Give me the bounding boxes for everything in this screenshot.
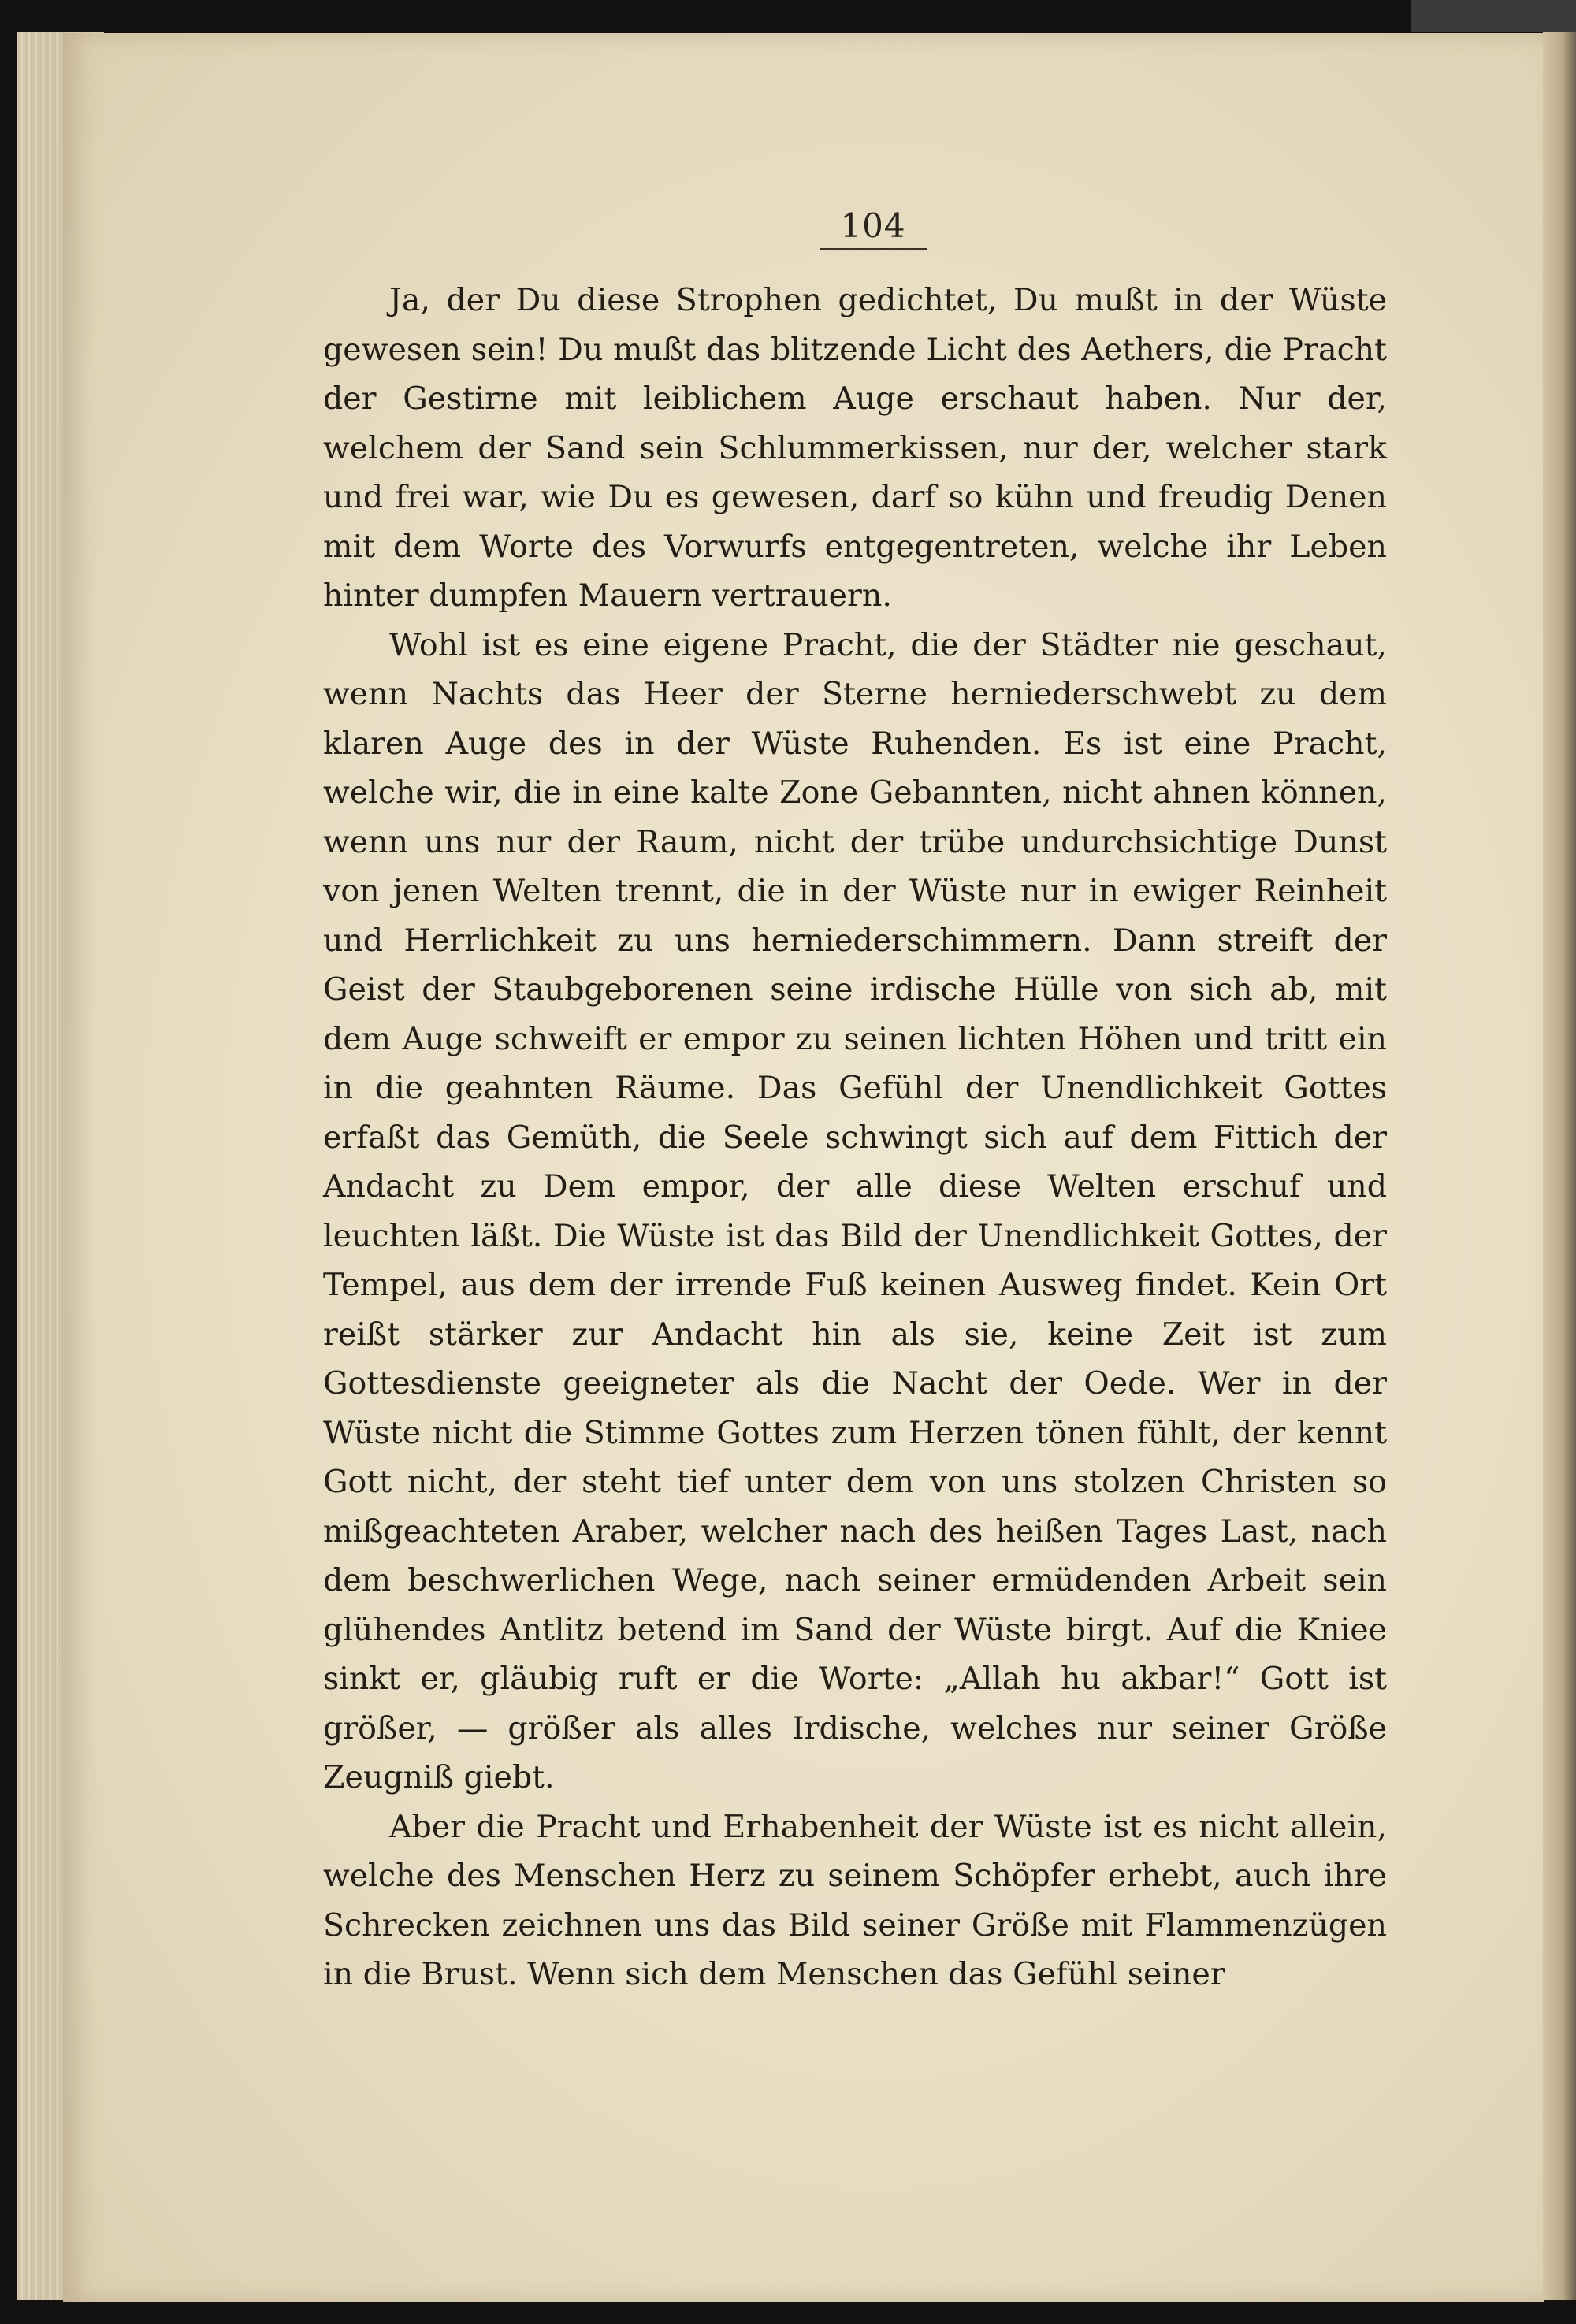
paragraph: Wohl ist es eine eigene Pracht, die der Städter nie geschaut, wenn Nachts das Heer der Sterne herniederschwebt zu dem klaren Auge des in der Wüste Ruhenden. Es ist eine Pracht, welche wir, die in eine kalte Zone Gebannten, nicht ahnen können, wenn uns nur der Raum, nicht der trübe undurchsichtige Dunst von jenen Welten trennt, die in der Wüste nur in ewiger Reinheit und Herrlichkeit zu uns herniederschimmern. Dann streift der Geist der Staubgeborenen seine irdische Hülle von sich ab, mit dem Auge schweift er empor zu seinen lichten Höhen und tritt ein in die geahnten Räume. Das Gefühl der Unendlichkeit Gottes erfaßt das Gemüth, die Seele schwingt sich auf dem Fittich der Andacht zu Dem empor, der alle diese Welten erschuf und leuchten läßt. Die Wüste ist das Bild der Unendlichkeit Gottes, der Tempel, aus dem der irrende Fuß keinen Ausweg findet. Kein Ort reißt stärker zur Andacht hin als sie, keine Zeit ist zum Gottesdienste geeigneter als die Nacht der Oede. Wer in der Wüste nicht die Stimme Gottes zum Herzen tönen fühlt, der kennt Gott nicht, der steht tief unter dem von uns stolzen Christen so mißgeachteten Araber, welcher nach des heißen Tages Last, nach dem beschwerlichen Wege, nach seiner ermüdenden Arbeit sein glühendes Antlitz betend im Sand der Wüste birgt. Auf die Kniee sinkt er, gläubig ruft er die Worte: „Allah hu akbar!“ Gott ist größer, — größer als alles Irdische, welches nur seiner Größe Zeugniß giebt. [323,626,1387,1795]
scanner-strip [1411,0,1576,32]
page-header [820,206,927,250]
page-number: 104 [840,206,906,245]
paragraph: Aber die Pracht und Erhabenheit der Wüste ist es nicht allein, welche des Menschen Herz zu seinem Schöpfer erhebt, auch ihre Schrecken zeichnen uns das Bild seiner Größe mit Flammenzügen in die Brust. Wenn sich dem Menschen das Gefühl seiner [323,1808,1387,1992]
paragraph: Ja, der Du diese Strophen gedichtet, Du mußt in der Wüste gewesen sein! Du mußt das blitzende Licht des Aethers, die Pracht der Gestirne mit leiblichem Auge erschaut haben. Nur der, welchem der Sand sein Schlummerkissen, nur der, welcher stark und frei war, wie Du es gewesen, darf so kühn und freudig Denen mit dem Worte des Vorwurfs entgegentreten, welche ihr Leben hinter dumpfen Mauern vertrauern. [323,282,1387,614]
body-text [323,276,1387,1999]
header-rule [820,248,927,250]
page-right-edge [1543,32,1576,2300]
